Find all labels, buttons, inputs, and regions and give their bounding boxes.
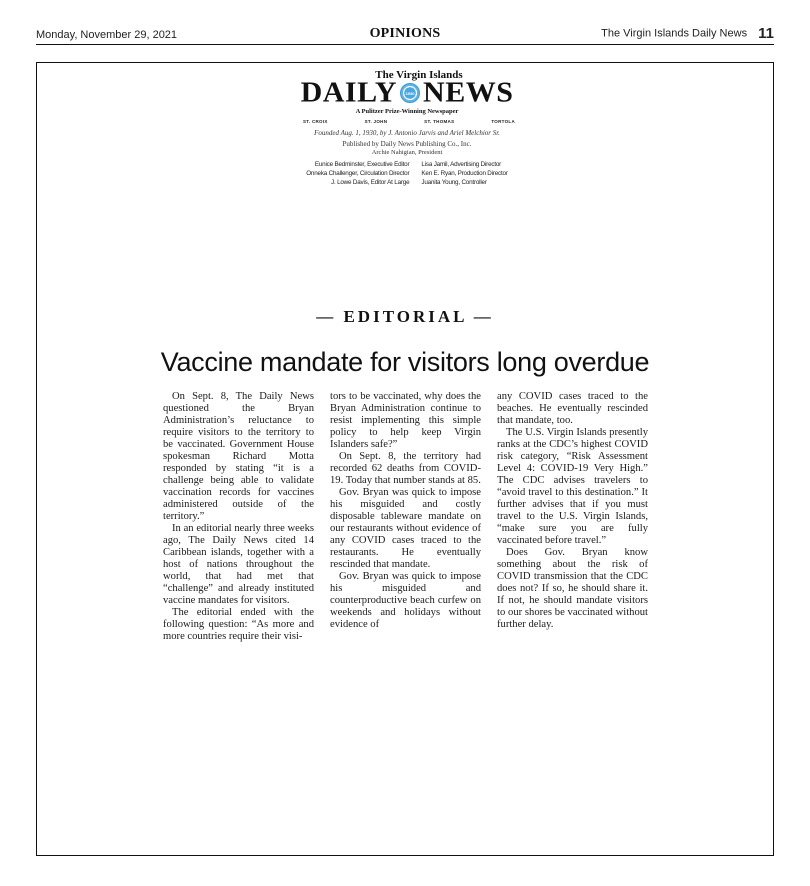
seal-year: 1930 — [405, 90, 415, 96]
masthead-founded: Founded Aug. 1, 1930, by J. Antonio Jarvis and Ariel Melchior Sr. — [314, 129, 500, 137]
masthead-word-news: NEWS — [423, 76, 514, 109]
staff-entry: Lisa Jamil, Advertising Director — [421, 161, 502, 168]
staff-list-right — [415, 160, 507, 187]
island-st-croix: ST. CROIX — [303, 119, 328, 124]
section-title: OPINIONS — [369, 26, 441, 41]
staff-entry: Onneka Challenger, Circulation Director — [306, 170, 410, 177]
paragraph: In an editorial nearly three weeks ago, The Daily News cited 14 Caribbean islands, together with a host of nations throughout the world, that had met that “challenge” and already instituted vaccine mandates for visitors. — [163, 523, 314, 606]
masthead-word-daily: DAILY — [300, 76, 398, 109]
masthead-staff — [287, 160, 527, 187]
editorial-label: — EDITORIAL — — [316, 307, 494, 326]
island-st-thomas: ST. THOMAS — [424, 119, 455, 124]
paragraph: any COVID cases traced to the beaches. He eventually rescinded that mandate, too. — [497, 391, 648, 426]
staff-entry: Ken E. Ryan, Production Director — [421, 170, 508, 177]
article-column-2 — [330, 391, 481, 643]
masthead-published-by: Published by Daily News Publishing Co., Inc. — [342, 140, 472, 148]
article-headline: Vaccine mandate for visitors long overdue — [160, 347, 650, 377]
masthead-islands — [287, 119, 527, 124]
masthead-president: Archie Nahigian, President — [371, 149, 443, 156]
newspaper-seal-icon — [400, 83, 420, 103]
paragraph: On Sept. 8, the territory had recorded 62 deaths from COVID-19. Today that number stands at 85. — [330, 451, 481, 486]
island-st-john: ST. JOHN — [364, 119, 388, 124]
paragraph: Gov. Bryan was quick to impose his misguided and costly disposable tableware mandate on our restaurants without evidence of any COVID cases traced to the restaurants. He eventually rescinded that mandate. — [330, 487, 481, 570]
masthead-small-title: The Virgin Islands — [375, 69, 463, 81]
article-column-1 — [163, 391, 314, 643]
paragraph: The editorial ended with the following question: “As more and more countries require their visi- — [163, 607, 314, 642]
article-column-3 — [497, 391, 648, 643]
page-header — [36, 24, 774, 45]
paragraph: The U.S. Virgin Islands presently ranks at the CDC’s highest COVID risk category, “Risk Assessment Level 4: COVID-19 Very High.” The CDC advises travelers to “avoid travel to this destination.” It further advises that if you must travel to the U.S. Virgin Islands, “make sure you are fully vaccinated before travel.” — [497, 427, 648, 546]
editorial-frame — [36, 62, 774, 856]
staff-entry: Eunice Bedminster, Executive Editor — [314, 161, 410, 168]
publication-info — [601, 25, 774, 42]
staff-list-left — [306, 160, 415, 187]
staff-entry: Juanita Young, Controller — [421, 179, 487, 186]
staff-entry: J. Lowe Davis, Editor At Large — [331, 179, 410, 186]
paragraph: Does Gov. Bryan know something about the risk of COVID transmission that the CDC does not? If so, he should share it. If not, he should mandate visitors to our shores be vaccinated without further delay. — [497, 547, 648, 630]
paragraph: On Sept. 8, The Daily News questioned the Bryan Administration’s reluctance to require visitors to the territory to be vaccinated. Government House spokesman Richard Motta responded by stating “it is a challenge being able to validate vaccination records for vaccines administered outside of the territory.” — [163, 391, 314, 522]
island-tortola: TORTOLA — [491, 119, 515, 124]
masthead-logo — [287, 76, 527, 109]
page-number: 11 — [758, 25, 774, 42]
paragraph: Gov. Bryan was quick to impose his misguided and counterproductive beach curfew on weekends and holidays without evidence of — [330, 571, 481, 630]
article-body — [163, 391, 648, 643]
paragraph: tors to be vaccinated, why does the Bryan Administration continue to resist implementing this simple policy to help keep Virgin Islanders safe?” — [330, 391, 481, 450]
masthead-tagline: A Pulitzer Prize-Winning Newspaper — [355, 108, 459, 115]
issue-date: Monday, November 29, 2021 — [36, 29, 178, 41]
masthead — [287, 69, 527, 187]
publication-name: The Virgin Islands Daily News — [601, 27, 748, 40]
